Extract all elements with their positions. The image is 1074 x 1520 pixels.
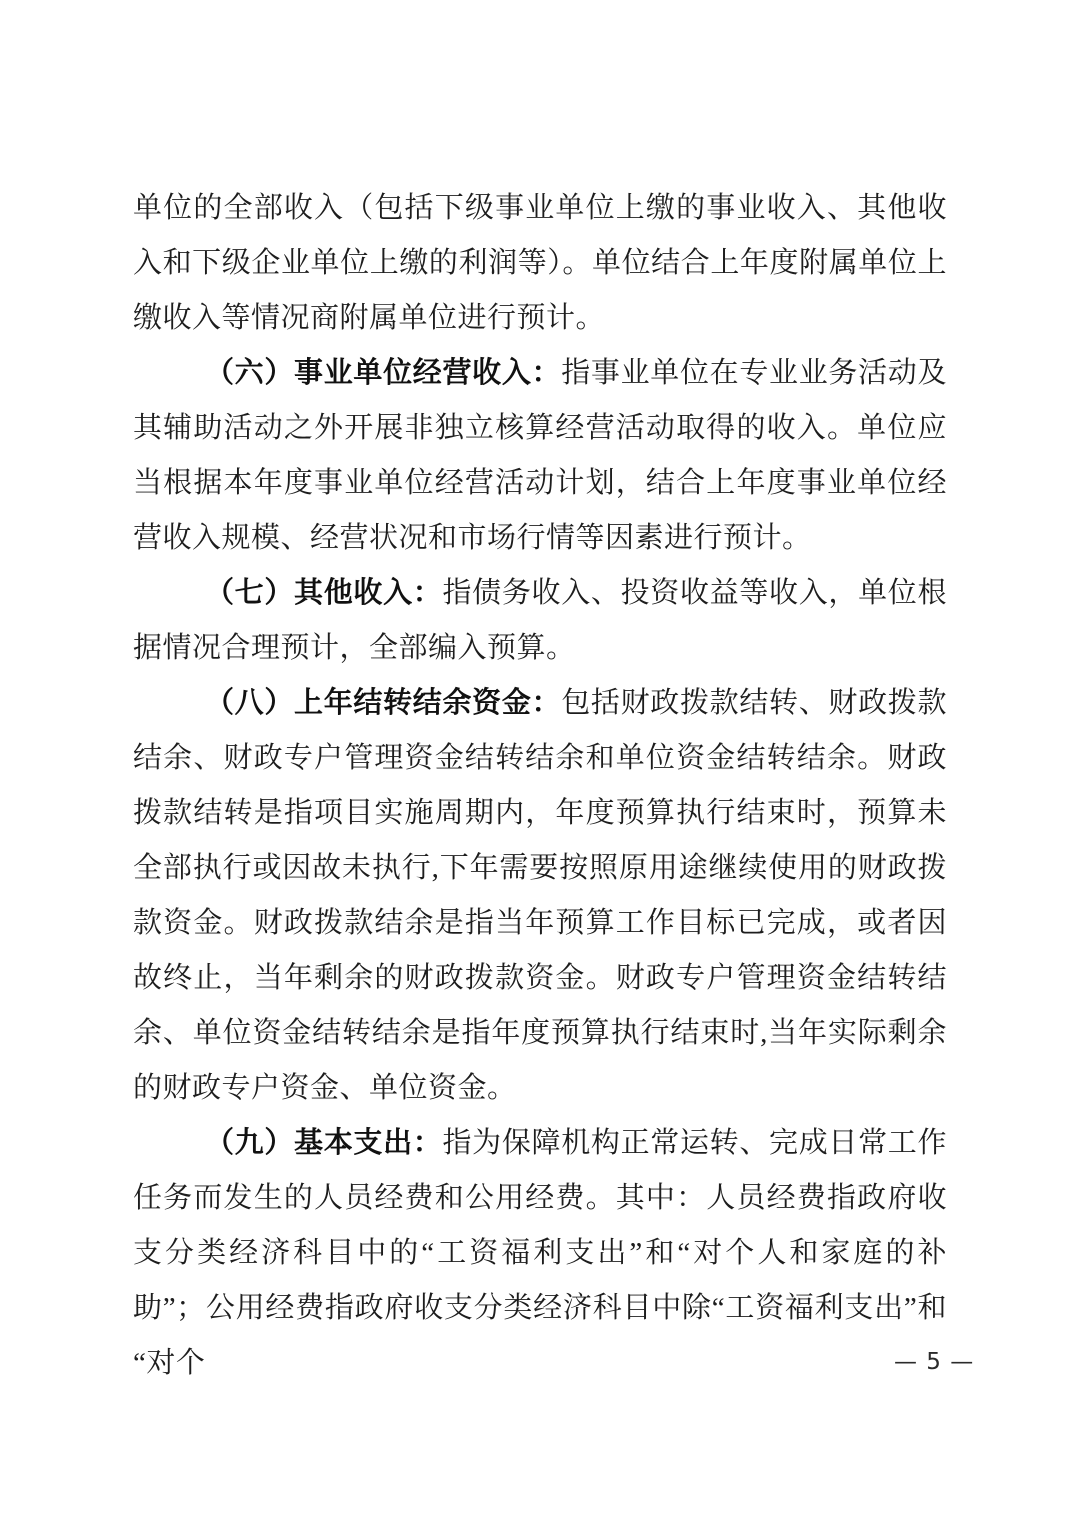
section-heading: （八）上年结转结余资金： [205,687,562,719]
paragraph-text: 指债务收入、投资收益等收入，单位根据情况合理预计，全部编入预算。 [133,577,947,664]
section-heading: （七）其他收入： [205,577,443,609]
paragraph [133,346,947,566]
document-body [133,181,947,1391]
section-heading: （六）事业单位经营收入： [205,357,562,389]
paragraph-text: 指为保障机构正常运转、完成日常工作任务而发生的人员经费和公用经费。其中：人员经费指政府收支分类经济科目中的“工资福利支出”和“对个人和家庭的补助”；公用经费指政府收支分类经济科目中除“工资福利支出”和“对个 [133,1127,947,1379]
paragraph-text: 包括财政拨款结转、财政拨款结余、财政专户管理资金结转结余和单位资金结转结余。财政拨款结转是指项目实施周期内，年度预算执行结束时，预算未全部执行或因故未执行,下年需要按照原用途继续使用的财政拨款资金。财政拨款结余是指当年预算工作目标已完成，或者因故终止，当年剩余的财政拨款资金。财政专户管理资金结转结余、单位资金结转结余是指年度预算执行结束时,当年实际剩余的财政专户资金、单位资金。 [133,687,947,1104]
paragraph [133,566,947,676]
paragraph [133,181,947,346]
page-number: — 5 — [894,1349,975,1375]
paragraph [133,1116,947,1391]
paragraph-text: 指事业单位在专业业务活动及其辅助活动之外开展非独立核算经营活动取得的收入。单位应当根据本年度事业单位经营活动计划，结合上年度事业单位经营收入规模、经营状况和市场行情等因素进行预计。 [133,357,947,554]
section-heading: （九）基本支出： [205,1127,443,1159]
paragraph [133,676,947,1116]
paragraph-text: 单位的全部收入（包括下级事业单位上缴的事业收入、其他收入和下级企业单位上缴的利润等）。单位结合上年度附属单位上缴收入等情况商附属单位进行预计。 [133,192,947,334]
